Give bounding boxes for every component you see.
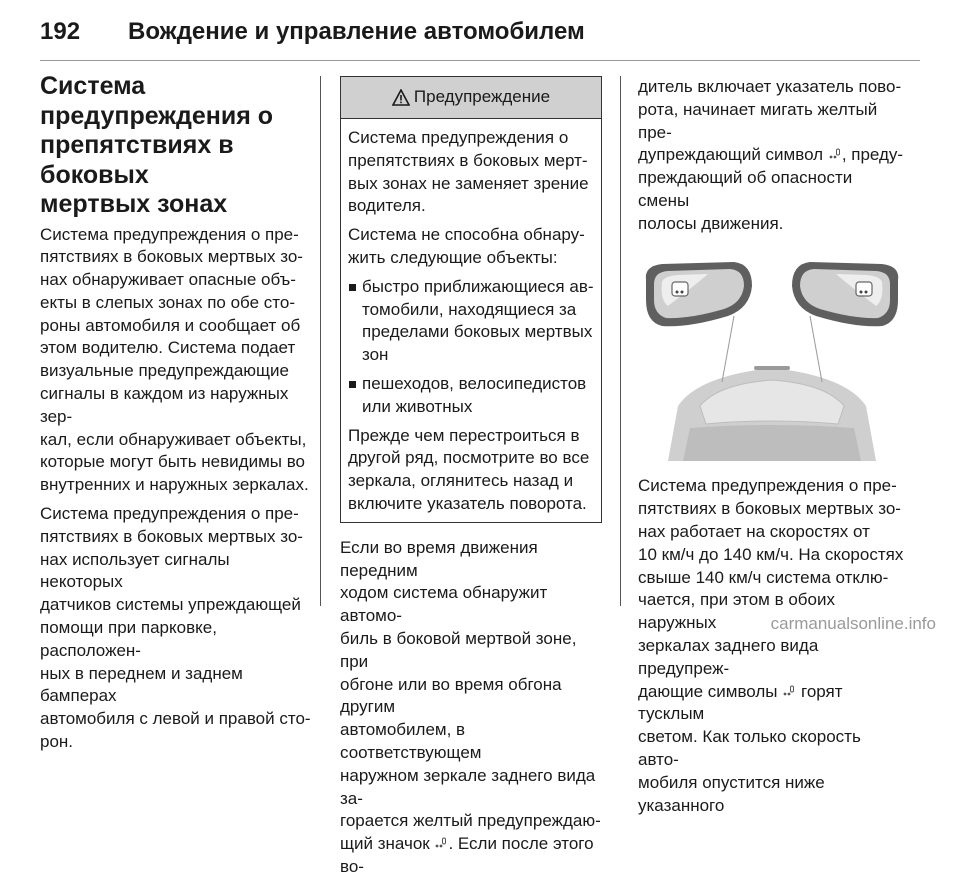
warning-paragraph: Система предупреждения о препятствиях в боковых мерт- вых зонах не заменяет зрение водителя.	[348, 128, 589, 216]
warning-header	[341, 77, 601, 119]
page-number: 192	[40, 18, 81, 45]
header-rule	[40, 60, 920, 61]
blind-spot-warning-icon	[828, 148, 842, 160]
warning-triangle-icon	[392, 89, 410, 106]
blind-spot-warning-icon	[434, 837, 448, 849]
warning-box	[340, 76, 602, 523]
intro-paragraph: Система предупреждения о пре- пятствиях в боковых мертвых зо- нах обнаруживает опасные объ- екты в слепых зонах по обе сто- роны автомобиля и сообщает об этом водителю. Система подает визуальные предупреждающие сигналы в каждом из наружных зер- кал, если обнаруживает объекты, которые могут быть невидимы во внутренних и наружных зеркалах.	[40, 224, 309, 495]
warning-paragraph: Система не способна обнару- жить следующие объекты:	[348, 225, 585, 267]
warning-title: Предупреждение	[413, 87, 551, 107]
list-item: быстро приближающиеся ав- томобили, находящиеся за пределами боковых мертвых зон	[348, 276, 594, 367]
watermark: carmanualsonline.info	[770, 614, 936, 633]
column-right	[638, 76, 906, 823]
blind-spot-warning-icon	[782, 685, 796, 697]
bullet-square-icon	[348, 373, 362, 419]
section-title: Система предупреждения о препятствиях в боковых мертвых зонах	[40, 72, 274, 218]
column-divider	[620, 76, 621, 606]
column-left	[40, 72, 312, 760]
page-header	[0, 0, 960, 62]
running-title: Вождение и управление автомобилем	[128, 18, 585, 45]
bullet-square-icon	[348, 276, 362, 367]
warning-paragraph: Прежде чем перестроиться в другой ряд, посмотрите во все зеркала, оглянитесь назад и включите указатель поворота.	[348, 425, 590, 513]
speed-paragraph: Система предупреждения о пре- пятствиях в боковых мертвых зо- нах работает на скоростях от 10 км/ч до 140 км/ч. На скоростях свыше 140 км/ч система отклю- чается, при этом в обоих наружных зеркалах заднего вида предупреж- дающие символы горят тусклым светом. Как только скорость авто- мобиля опустится ниже указанного	[638, 476, 904, 815]
list-item: пешеходов, велосипедистов или животных	[348, 373, 594, 419]
mirrors-illustration	[638, 256, 906, 461]
continuation-paragraph: дитель включает указатель пово- рота, начинает мигать желтый пре- дупреждающий символ , преду- преждающий об опасности смены полосы движения.	[638, 77, 904, 233]
column-divider	[320, 76, 321, 606]
sensors-paragraph: Система предупреждения о пре- пятствиях в боковых мертвых зо- нах использует сигналы некоторых датчиков системы упреждающей помощи при парковке, расположен- ных в переднем и заднем бамперах автомобиля с левой и правой сто- рон.	[40, 504, 311, 752]
warning-body	[341, 119, 601, 522]
driving-paragraph: Если во время движения передним ходом система обнаружит автомо- биль в боковой мертвой зоне, при обгоне или во время обгона другим автомобилем, в соответствующем наружном зеркале заднего вида за- горается желтый предупреждаю- щий значок . Если после этого во-	[340, 537, 601, 876]
column-middle	[340, 76, 602, 885]
